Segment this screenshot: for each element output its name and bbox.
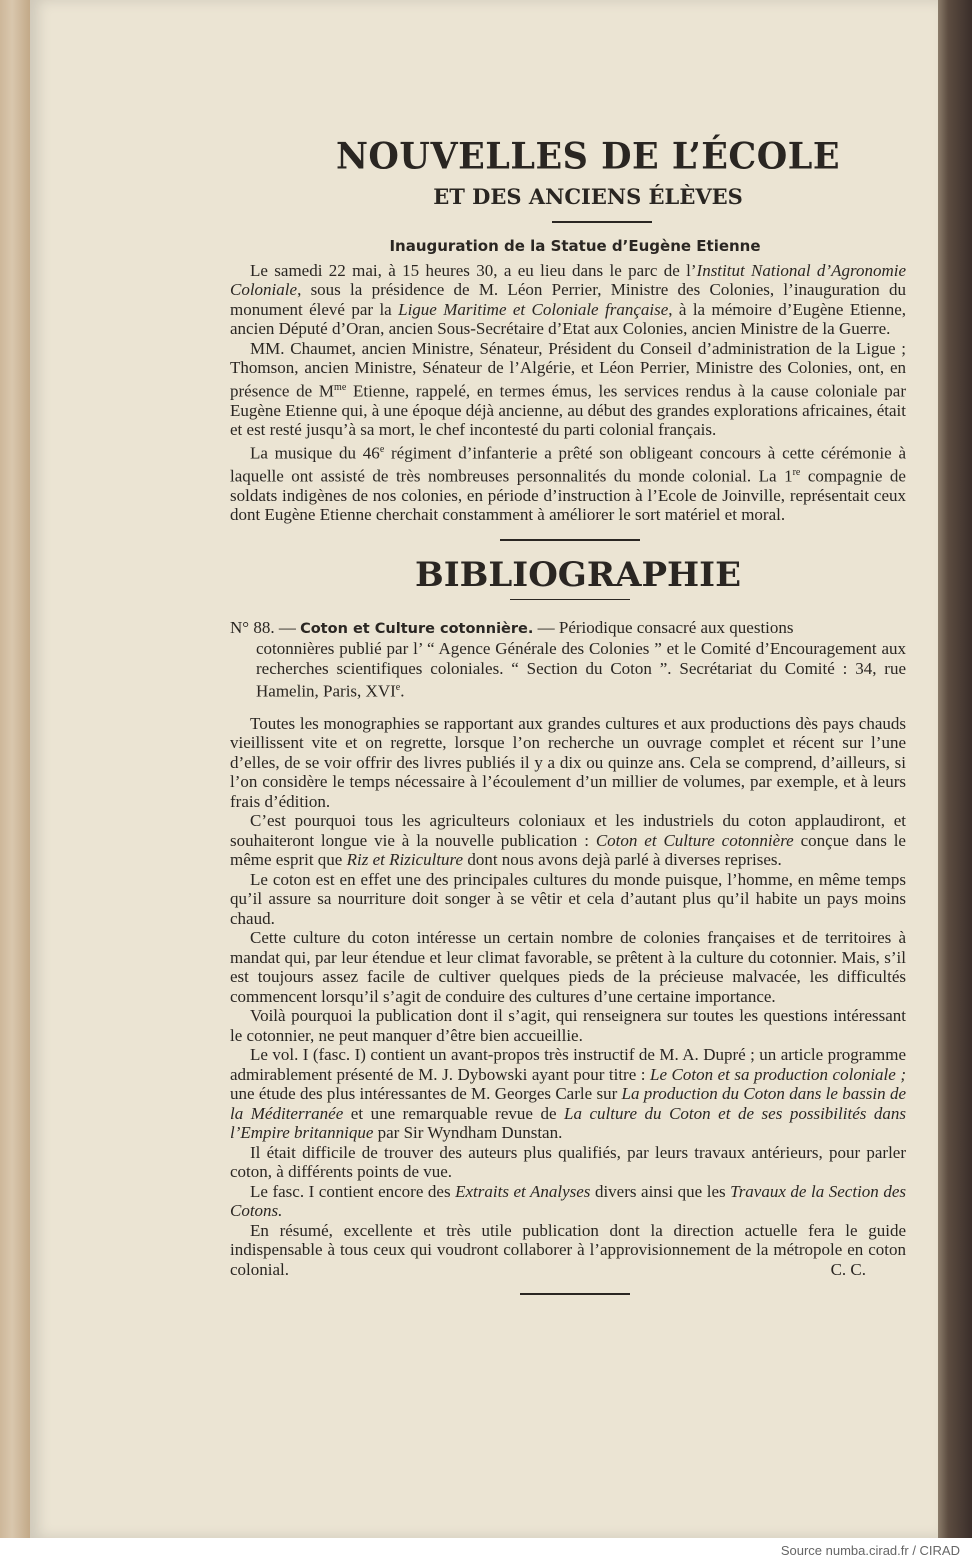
paragraph: C’est pourquoi tous les agriculteurs coloniaux et les industriels du coton applaudiront, et souhaiteront longue vie à la nouvelle publication : Coton et Culture cotonnière conçue dans le même esprit que Riz et Riziculture dont nous avons dejà parlé à diverses reprises. xyxy=(230,811,906,870)
end-divider xyxy=(520,1293,630,1295)
paragraph: Voilà pourquoi la publication dont il s’agit, qui renseignera sur toutes les questions intéressant le cotonnier, ne peut manquer d’être bien accueillie. xyxy=(230,1006,906,1045)
signature: C. C. xyxy=(830,1259,866,1279)
bibliography-divider xyxy=(510,599,630,600)
page-title: NOUVELLES DE L’ÉCOLE xyxy=(335,134,841,178)
paragraph: Le samedi 22 mai, à 15 heures 30, a eu lieu dans le parc de l’Institut National d’Agronomie Coloniale, sous la présidence de M. Léon Perrier, Ministre des Colonies, l’inauguration du monument élevé par la Ligue Maritime et Coloniale française, à la mémoire d’Eugène Etienne, ancien Député d’Oran, ancien Sous-Secrétaire d’Etat aux Colonies, ancien Ministre de la Guerre. xyxy=(230,260,906,338)
section-divider xyxy=(500,539,640,541)
paragraph: Cette culture du coton intéresse un certain nombre de colonies françaises et de territoires à mandat qui, par leur étendue et leur climat favorable, se prêtent à la culture du cotonnier. Mais, s’il est toujours assez facile de cultiver quelques pieds de la précieuse malvacée, les difficultés commencent lorsqu’il s’agit de conduire des cultures d’une certaine importance. xyxy=(230,928,906,1006)
entry-title: Coton et Culture cotonnière. xyxy=(300,620,534,637)
book-edge xyxy=(938,0,972,1538)
paragraph: Le vol. I (fasc. I) contient un avant-propos très instructif de M. A. Dupré ; un article programme admirablement présenté de M. J. Dybowski ayant pour titre : Le Coton et sa production coloniale ; une étude des plus intéressantes de M. Georges Carle sur La production du Coton dans le bassin de la Méditerranée et une remarquable revue de La culture du Coton et de ses possibilités dans l’Empire britannique par Sir Wyndham Dunstan. xyxy=(230,1045,906,1143)
page-subtitle: ET DES ANCIENS ÉLÈVES xyxy=(433,184,743,209)
bibliography-heading: BIBLIOGRAPHIE xyxy=(415,554,741,595)
paragraph: La musique du 46e régiment d’infanterie a prêté son obligeant concours à cette cérémonie à laquelle ont assisté de très nombreuses personnalités du monde colonial. La 1re compagnie de soldats indigènes de nos colonies, en période d’instruction à l’Ecole de Joinville, représentait ceux dont Eugène Etienne cherchait constamment à améliorer le sort matériel et moral. xyxy=(230,443,907,525)
paragraph: Le coton est en effet une des principales cultures du monde puisque, l’homme, en même temps qu’il assure sa nourriture doit songer à se vêtir et cela d’autant plus qu’il habite un pays moins chaud. xyxy=(230,869,906,928)
paragraph: Le fasc. I contient encore des Extraits et Analyses divers ainsi que les Travaux de la Section des Cotons. xyxy=(230,1181,906,1221)
title-divider xyxy=(552,221,652,223)
bibliography-entry: N° 88. — Coton et Culture cotonnière. — Périodique consacré aux questions cotonnières publié par l’ “ Agence Générale des Colonies ” et le Comité d’Encouragement aux recherches scientifiques coloniales. “ Section du Coton ”. Secrétariat du Comité : 34, rue Hamelin, Paris, XVIe. xyxy=(230,617,906,702)
book-binding xyxy=(0,0,30,1538)
source-caption: Source numba.cirad.fr / CIRAD xyxy=(780,1543,960,1558)
paragraph: Il était difficile de trouver des auteurs plus qualifiés, par leurs travaux antérieurs, pour parler coton, à différents points de vue. xyxy=(230,1142,906,1182)
paragraph: Toutes les monographies se rapportant aux grandes cultures et aux productions dès pays chauds vieillissent vite et on regrette, lorsque l’on recherche un ouvrage complet et récent sur l’une d’elles, de se voir offrir des livres publiés il y a dix ou quinze ans. Cela se comprend, d’ailleurs, si l’on considère le temps nécessaire à l’écoulement d’un millier de volumes, par exemple, et à leurs frais d’édition. xyxy=(230,713,906,811)
paragraph: MM. Chaumet, ancien Ministre, Sénateur, Président du Conseil d’administration de la Ligue ; Thomson, ancien Ministre, Sénateur de l’Algérie, et Léon Perrier, Ministre des Colonies, ont, en présence de $M^{me}$ Etienne, rappelé, en termes émus, les services rendus à la cause coloniale par Eugène Etienne qui, à une époque déjà ancienne, au début des grandes explorations africaines, était et est resté jusqu’à sa mort, le chef incontesté du parti colonial français. xyxy=(230,338,906,440)
page-content xyxy=(230,135,906,1295)
paragraph: En résumé, excellente et très utile publication dont la direction actuelle fera le guide indispensable à tous ceux qui voudront collaborer à l’approvisionnement de la métropole en coton colonial. C. C. xyxy=(230,1220,906,1279)
section-heading: Inauguration de la Statue d’Eugène Etienne xyxy=(389,237,761,255)
